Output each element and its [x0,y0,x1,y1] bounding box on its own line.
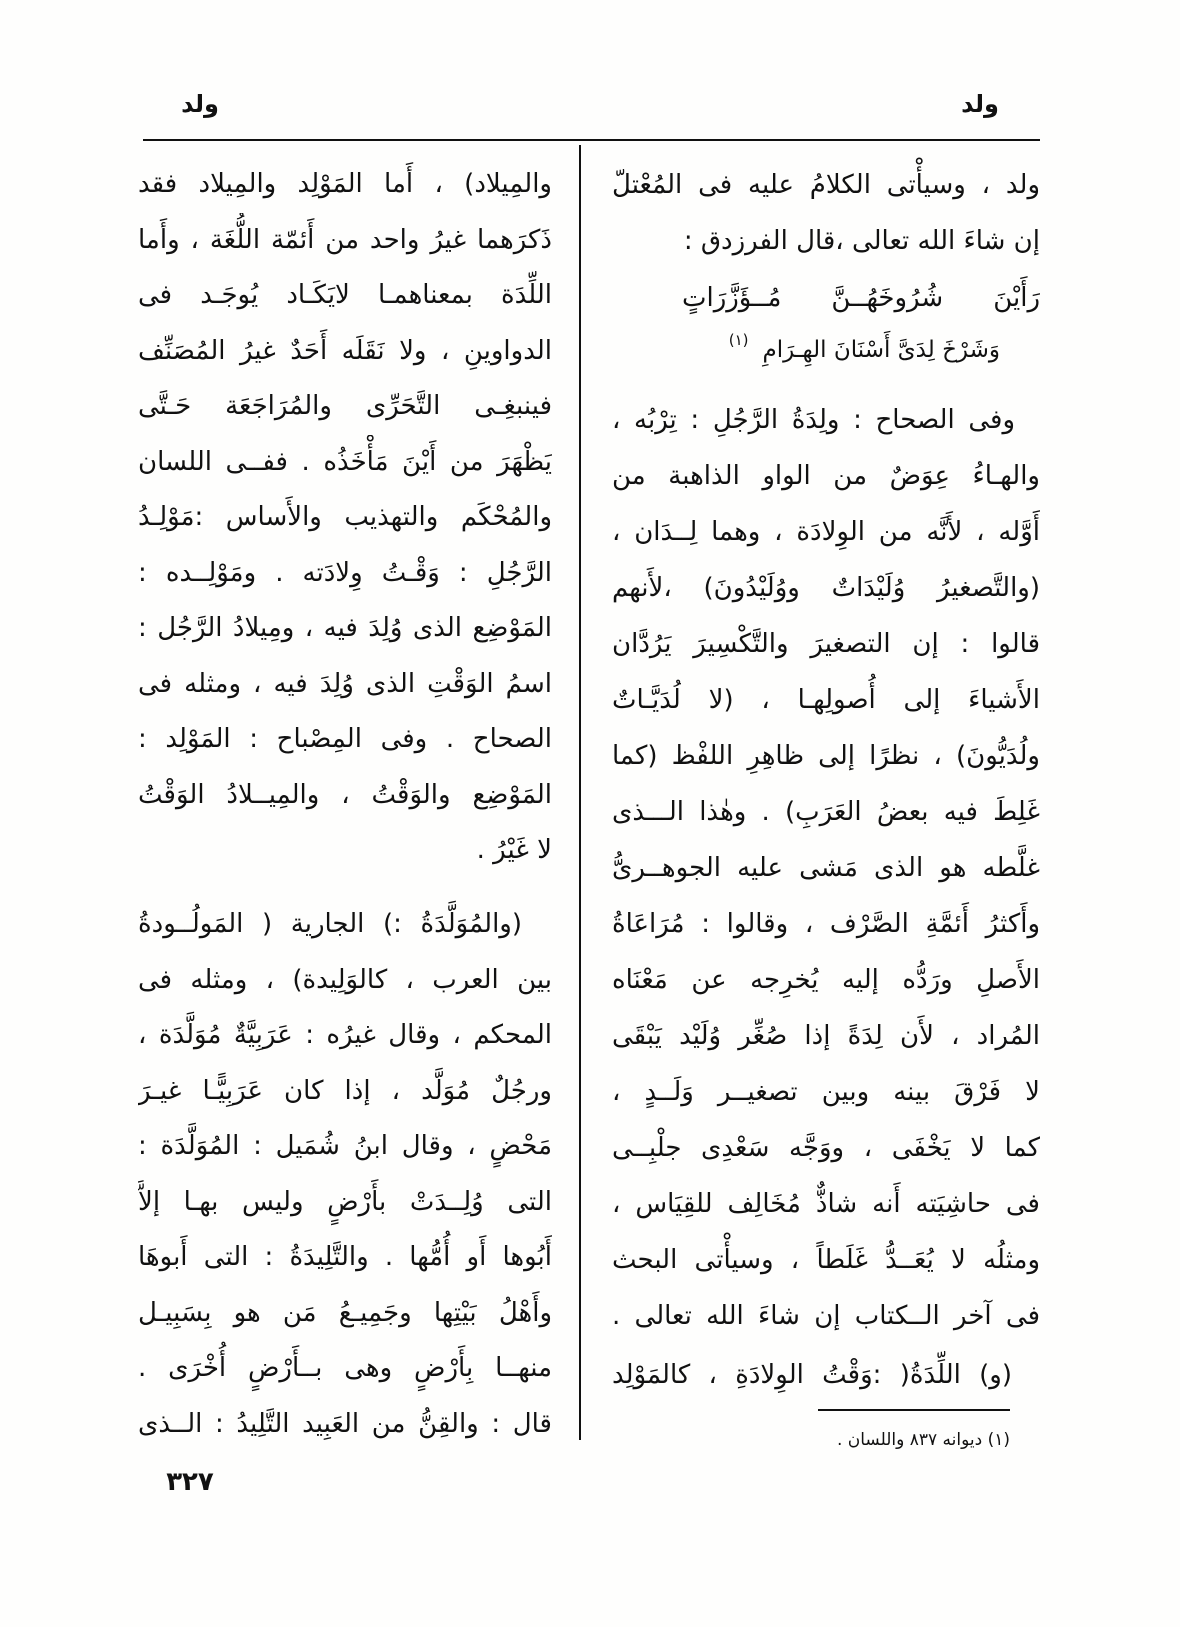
text-line: (والتَّصغيرُ وُلَيْدَاتٌ ووُلَيْدُونَ) ،لأَنهم [612,573,1040,603]
text-line: فى آخر الــكتاب إن شاءَ الله تعالى . [612,1301,1040,1331]
text-line: والمِيلاد) ، أَما المَوْلِد والمِيلاد فقد [138,169,552,199]
text-line: اللِّدَة بمعناهمـا لايَكَـاد يُوجَـد فى [138,280,552,310]
running-header-left: ولد [181,90,219,118]
footnote: (١) ديوانه ٨٣٧ واللسان . [836,1430,1010,1450]
text-line: الصحاح . وفى المِصْباح : المَوْلِد : [138,724,552,754]
text-line: إن شاءَ الله تعالى ،قال الفرزدق : [683,226,1040,256]
text-line: ومثلُه لا يُعَــدُّ غَلَطاً ، وسيأْتى البحث [612,1245,1040,1275]
header-rule [143,139,1040,141]
text-line: لا غَيْرُ . [476,835,552,865]
text-line: اسمُ الوَقْتِ الذى وُلِدَ فيه ، ومثله فى [138,668,552,699]
verse-text: وَشَرْخَ لِدَىَّ أَسْنَانَ الهِـرَامِ [762,337,1000,363]
text-line: قالوا : إن التصغيرَ والتَّكْسِيرَ يَرُدَّان [612,629,1040,659]
right-column [612,157,1040,1403]
text-line: مَحْضٍ ، وقال ابنُ شُمَيل : المُوَلَّدَة : [138,1131,552,1161]
text-line: قال : والقِنُّ من العَبِيد التَّلِيدُ : الــذى [138,1408,552,1439]
text-line: (و) اللِّدَةُ( :وَقْتُ الوِلادَةِ ، كالمَوْلِد [612,1360,1012,1390]
text-line: الأَصلِ ورَدُّه إليه يُخرِجه عن مَعْنَاه [612,965,1040,995]
text-line: الأَشياءَ إلى أُصولِهـا ، (لا لُدَيَّـاتٌ [612,685,1040,715]
text-line: أَوَّله ، لأَنَّه من الوِلادَة ، وهما لِــدَان ، [612,517,1040,547]
text-line: غَلِطَ فيه بعضُ العَرَبِ) . وهٰذا الـــذى [612,797,1040,827]
text-line: المَوْضِع الذى وُلِدَ فيه ، ومِيلادُ الرَّجُل : [138,613,552,643]
text-line: فى حاشِيَته أَنه شاذٌّ مُخَالِف للقِيَاس ، [612,1189,1040,1219]
text-line: ولد ، وسيأْتى الكلامُ عليه فى المُعْتلّ [612,170,1040,200]
text-line: غلَّطه هو الذى مَشى عليه الجوهــرىُّ [612,853,1040,883]
page-number: ٣٢٧ [166,1467,214,1497]
text-line: الرَّجُلِ : وَقْـتُ وِلادَته . ومَوْلِــده : [138,557,552,588]
running-header-right: ولد [961,90,999,118]
text-line: كما لا يَخْفَى ، ووَجَّه سَعْدِى جلْبِــى [612,1133,1040,1163]
footnote-rule [818,1409,1010,1411]
text-line: أَبُوها أَو أُمُّها . والتَّلِيدَةُ : التى أَبوهَا [138,1242,552,1272]
text-line: ولُدَيُّونَ) ، نظرًا إلى ظاهِرِ اللفْظ (كما [612,741,1040,771]
column-divider [579,145,581,1440]
text-line: الدواوينِ ، ولا نَقَلَه أَحَدٌ غيرُ المُصَنِّف [138,335,552,366]
text-line: وأَهْلُ بَيْتِها وجَمِيـعُ مَن هو بِسَبِيـل [138,1297,552,1328]
text-line: والمُحْكَم والتهذيب والأَساس :مَوْلِـدُ [138,502,552,532]
text-line: بين العرب ، كالوَلِيدة) ، ومثله فى [138,964,552,995]
text-line: المُراد ، لأَن لِدَةً إذا صُغِّر وُلَيْد يَبْقَى [612,1021,1040,1051]
text-line: المحكم ، وقال غيرُه : عَرَبِيَّةٌ مُوَلَّدَة ، [138,1020,552,1050]
text-line: لا فَرْقَ بينه وبين تصغيــر وَلَــدٍ ، [612,1077,1040,1107]
text-line: يَظْهَرَ من أَيْنَ مَأْخَذُه . ففــى اللسان [138,446,552,477]
text-line: المَوْضِع والوَقْتُ ، والمِيــلادُ الوَقْتُ [138,779,552,810]
text-line: ورجُلٌ مُوَلَّد ، إذا كان عَرَبِيًّـا غيـرَ [138,1075,552,1106]
text-line: فينبغِـى التَّحَرِّى والمُرَاجَعَة حَـتَّى [138,391,552,421]
text-line: ذَكرَهما غيرُ واحد من أَئمّة اللُّغَة ، وأَما [138,224,552,255]
footnote-reference: (١) [728,331,749,349]
left-column [138,157,552,1452]
verse-line: رَأَيْنَ شُرُوخَهُــنَّ مُــؤَزَّرَاتٍ [682,283,1040,313]
text-line: منهــا بِأَرْضٍ وهى بــأَرْضٍ أُخْرَى . [138,1353,552,1383]
text-line: (والمُوَلَّدَةُ :) الجارية ( المَولُــودةُ [138,909,522,939]
text-line: والهـاءُ عِوَضٌ من الواو الذاهبة من [612,461,1040,491]
text-line: وأَكثرُ أَئمَّةِ الصَّرْف ، وقالوا : مُرَاعَاةُ [612,909,1040,939]
verse-line [612,324,1040,376]
text-line: التى وُلِــدَتْ بأَرْضٍ وليس بهـا إلاَّ [138,1186,552,1217]
text-line: وفى الصحاح : ولِدَةُ الرَّجُلِ : تِرْبُه ، [612,405,1015,435]
